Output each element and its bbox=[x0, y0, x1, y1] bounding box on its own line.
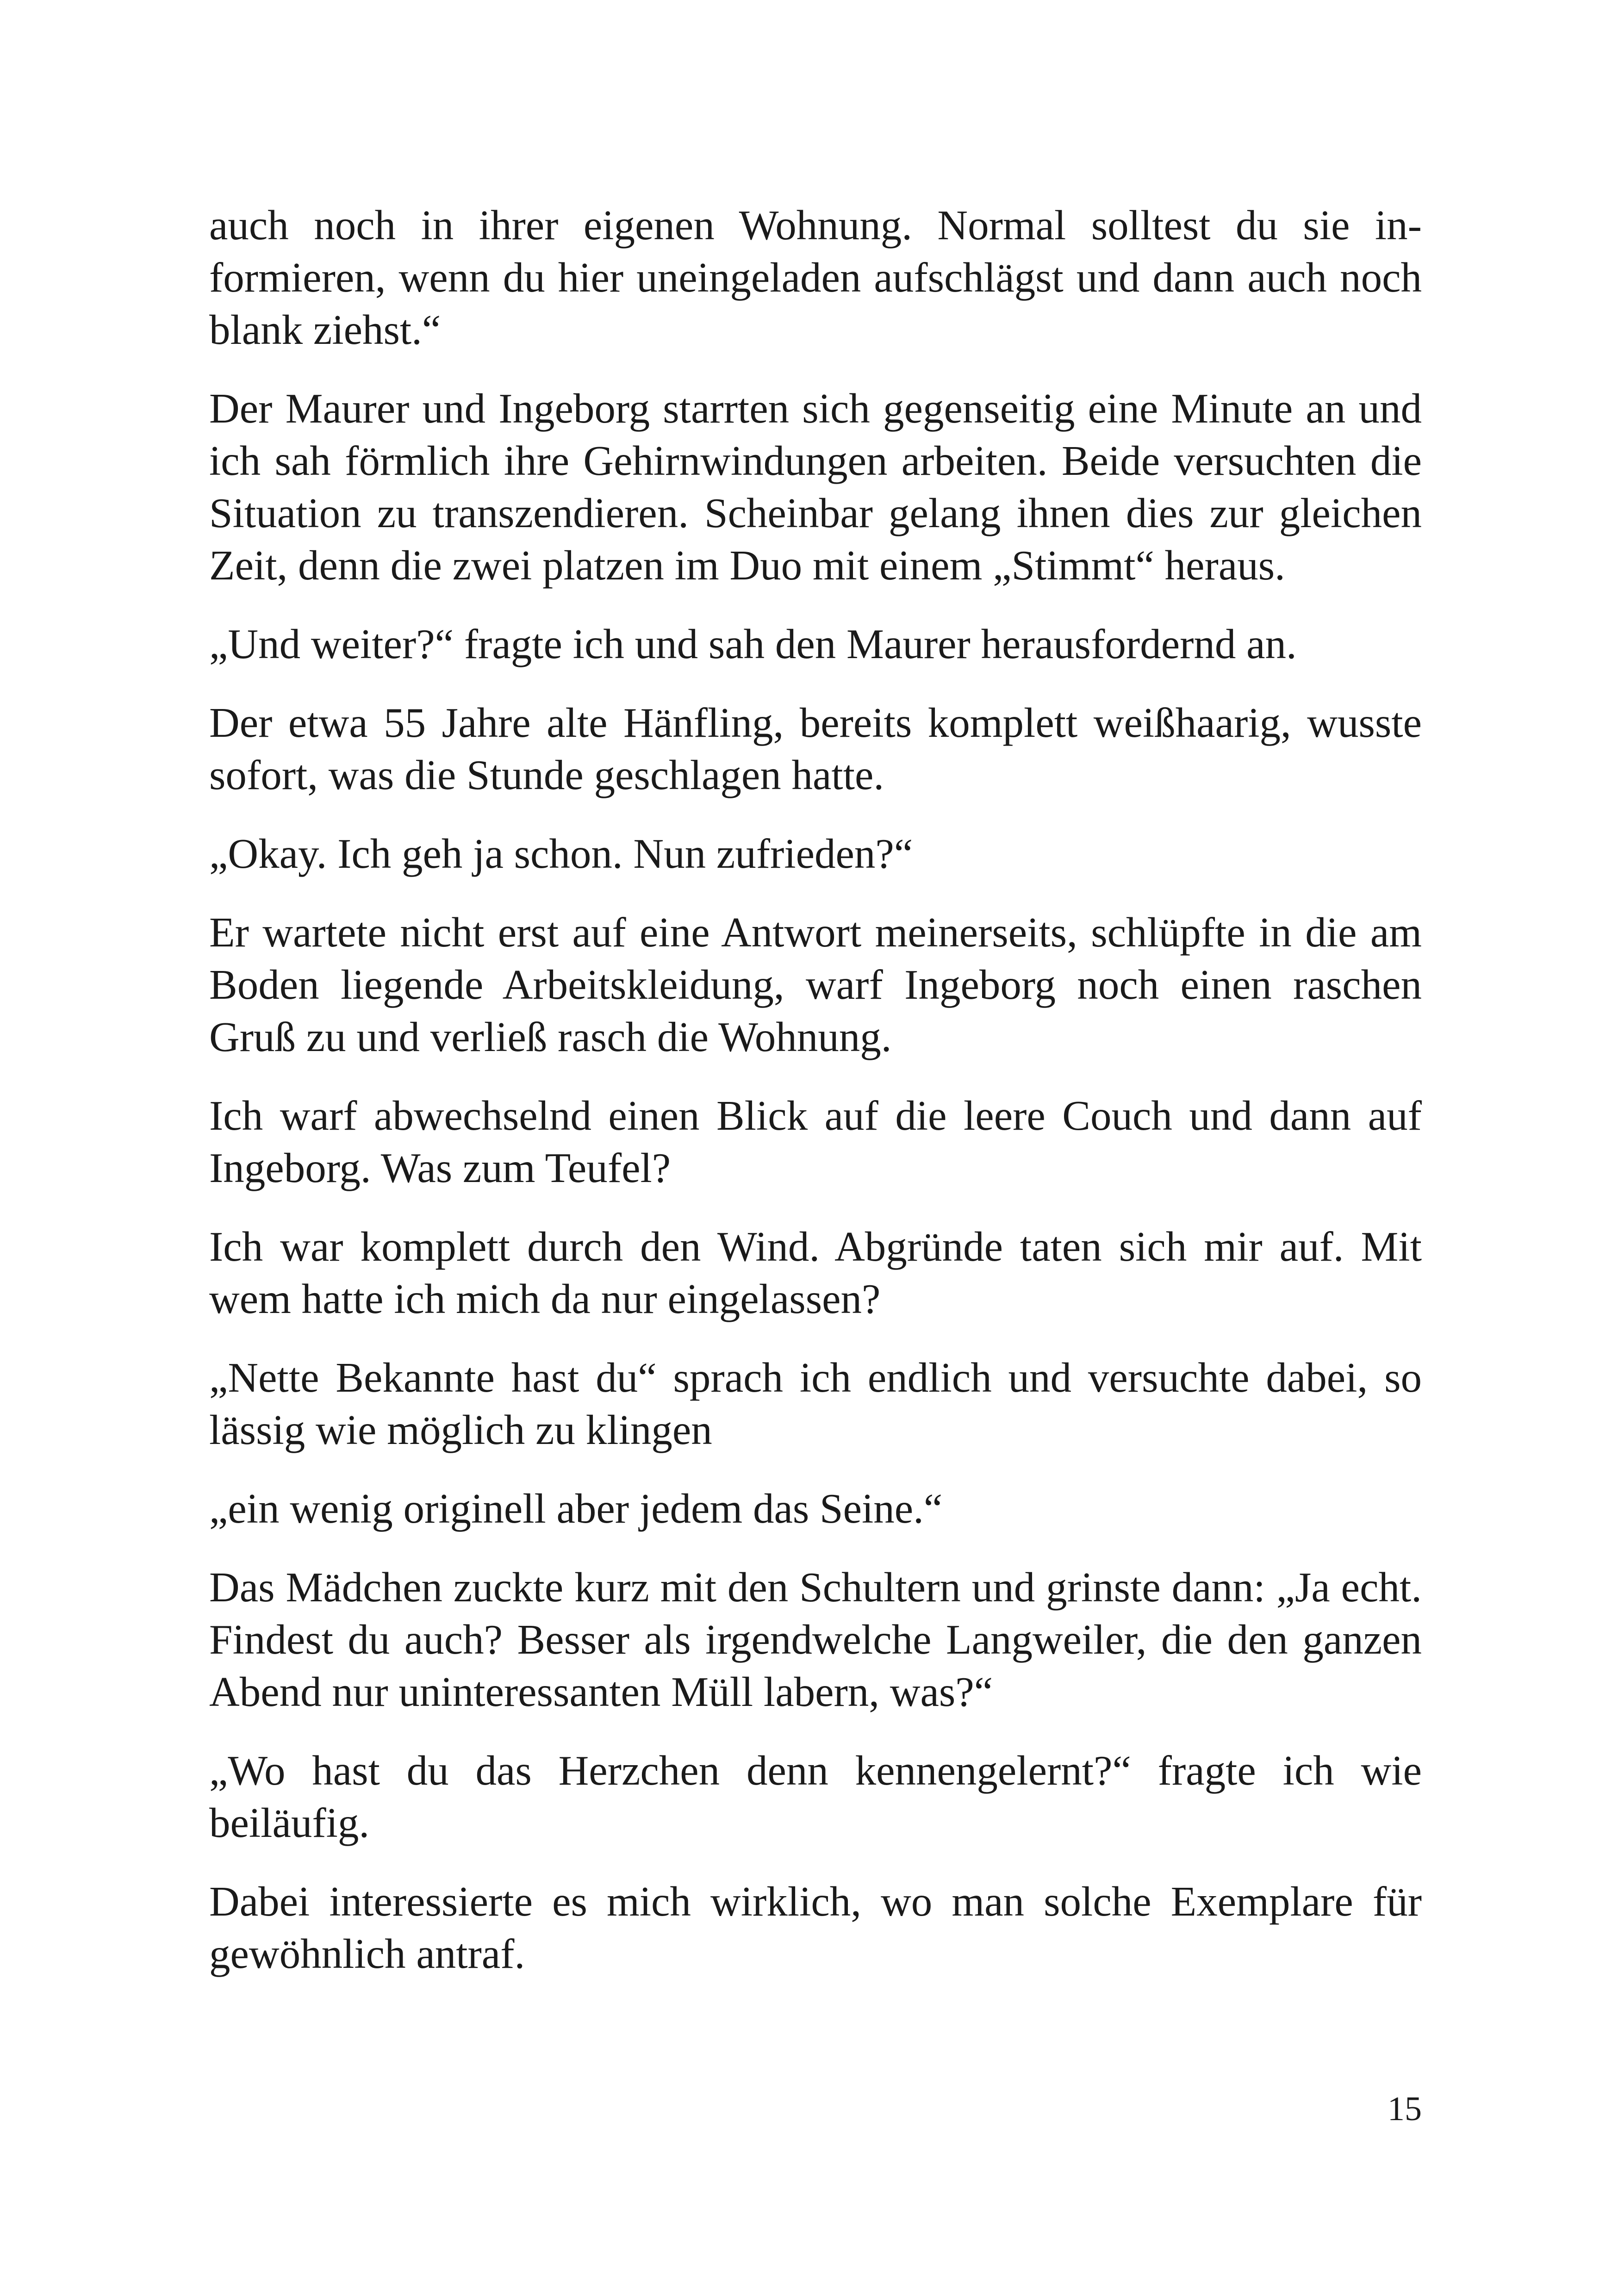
body-text bbox=[209, 199, 1422, 2006]
page-number: 15 bbox=[1388, 2090, 1422, 2128]
paragraph: „Okay. Ich geh ja schon. Nun zufrieden?“ bbox=[209, 830, 913, 877]
paragraph: auch noch in ihrer eigenen Wohnung. Normal solltest du sie informieren, wenn du hier uneingeladen aufschlägst und dann auch noch blank ziehst.“ bbox=[209, 202, 1422, 353]
paragraph: Das Mädchen zuckte kurz mit den Schultern und grinste dann: „Ja echt. Findest du auch? Besser als irgendwelche Langweiler, die den ganzen Abend nur uninteressanten Müll labern, was?“ bbox=[209, 1564, 1422, 1715]
paragraph: „Wo hast du das Herzchen denn kennengelernt?“ fragte ich wie beiläufig. bbox=[209, 1747, 1422, 1846]
paragraph: Der Maurer und Ingeborg starrten sich gegenseitig eine Minute an und ich sah förmlich ihre Gehirnwindungen arbeiten. Beide versuchten die Situation zu transzendieren. Scheinbar gelang ihnen dies zur gleichen Zeit, denn die zwei platzen im Duo mit einem „Stimmt“ heraus. bbox=[209, 385, 1422, 589]
paragraph: Er wartete nicht erst auf eine Antwort meinerseits, schlüpfte in die am Boden liegende Arbeitskleidung, warf Ingeborg noch einen raschen Gruß zu und verließ rasch die Wohnung. bbox=[209, 909, 1422, 1060]
paragraph: „Und weiter?“ fragte ich und sah den Maurer herausfordernd an. bbox=[209, 621, 1297, 667]
paragraph: „ein wenig originell aber jedem das Seine.“ bbox=[209, 1485, 943, 1532]
paragraph: Ich war komplett durch den Wind. Abgründe taten sich mir auf. Mit wem hatte ich mich da nur eingelassen? bbox=[209, 1223, 1422, 1322]
paragraph: Dabei interessierte es mich wirklich, wo man solche Exemplare für gewöhnlich antraf. bbox=[209, 1878, 1422, 1977]
paragraph: Ich warf abwechselnd einen Blick auf die leere Couch und dann auf Ingeborg. Was zum Teufel? bbox=[209, 1092, 1422, 1191]
paragraph: „Nette Bekannte hast du“ sprach ich endlich und versuchte dabei, so lässig wie möglich zu klingen bbox=[209, 1354, 1422, 1453]
paragraph: Der etwa 55 Jahre alte Hänfling, bereits komplett weißhaarig, wusste sofort, was die Stunde geschlagen hatte. bbox=[209, 699, 1422, 798]
